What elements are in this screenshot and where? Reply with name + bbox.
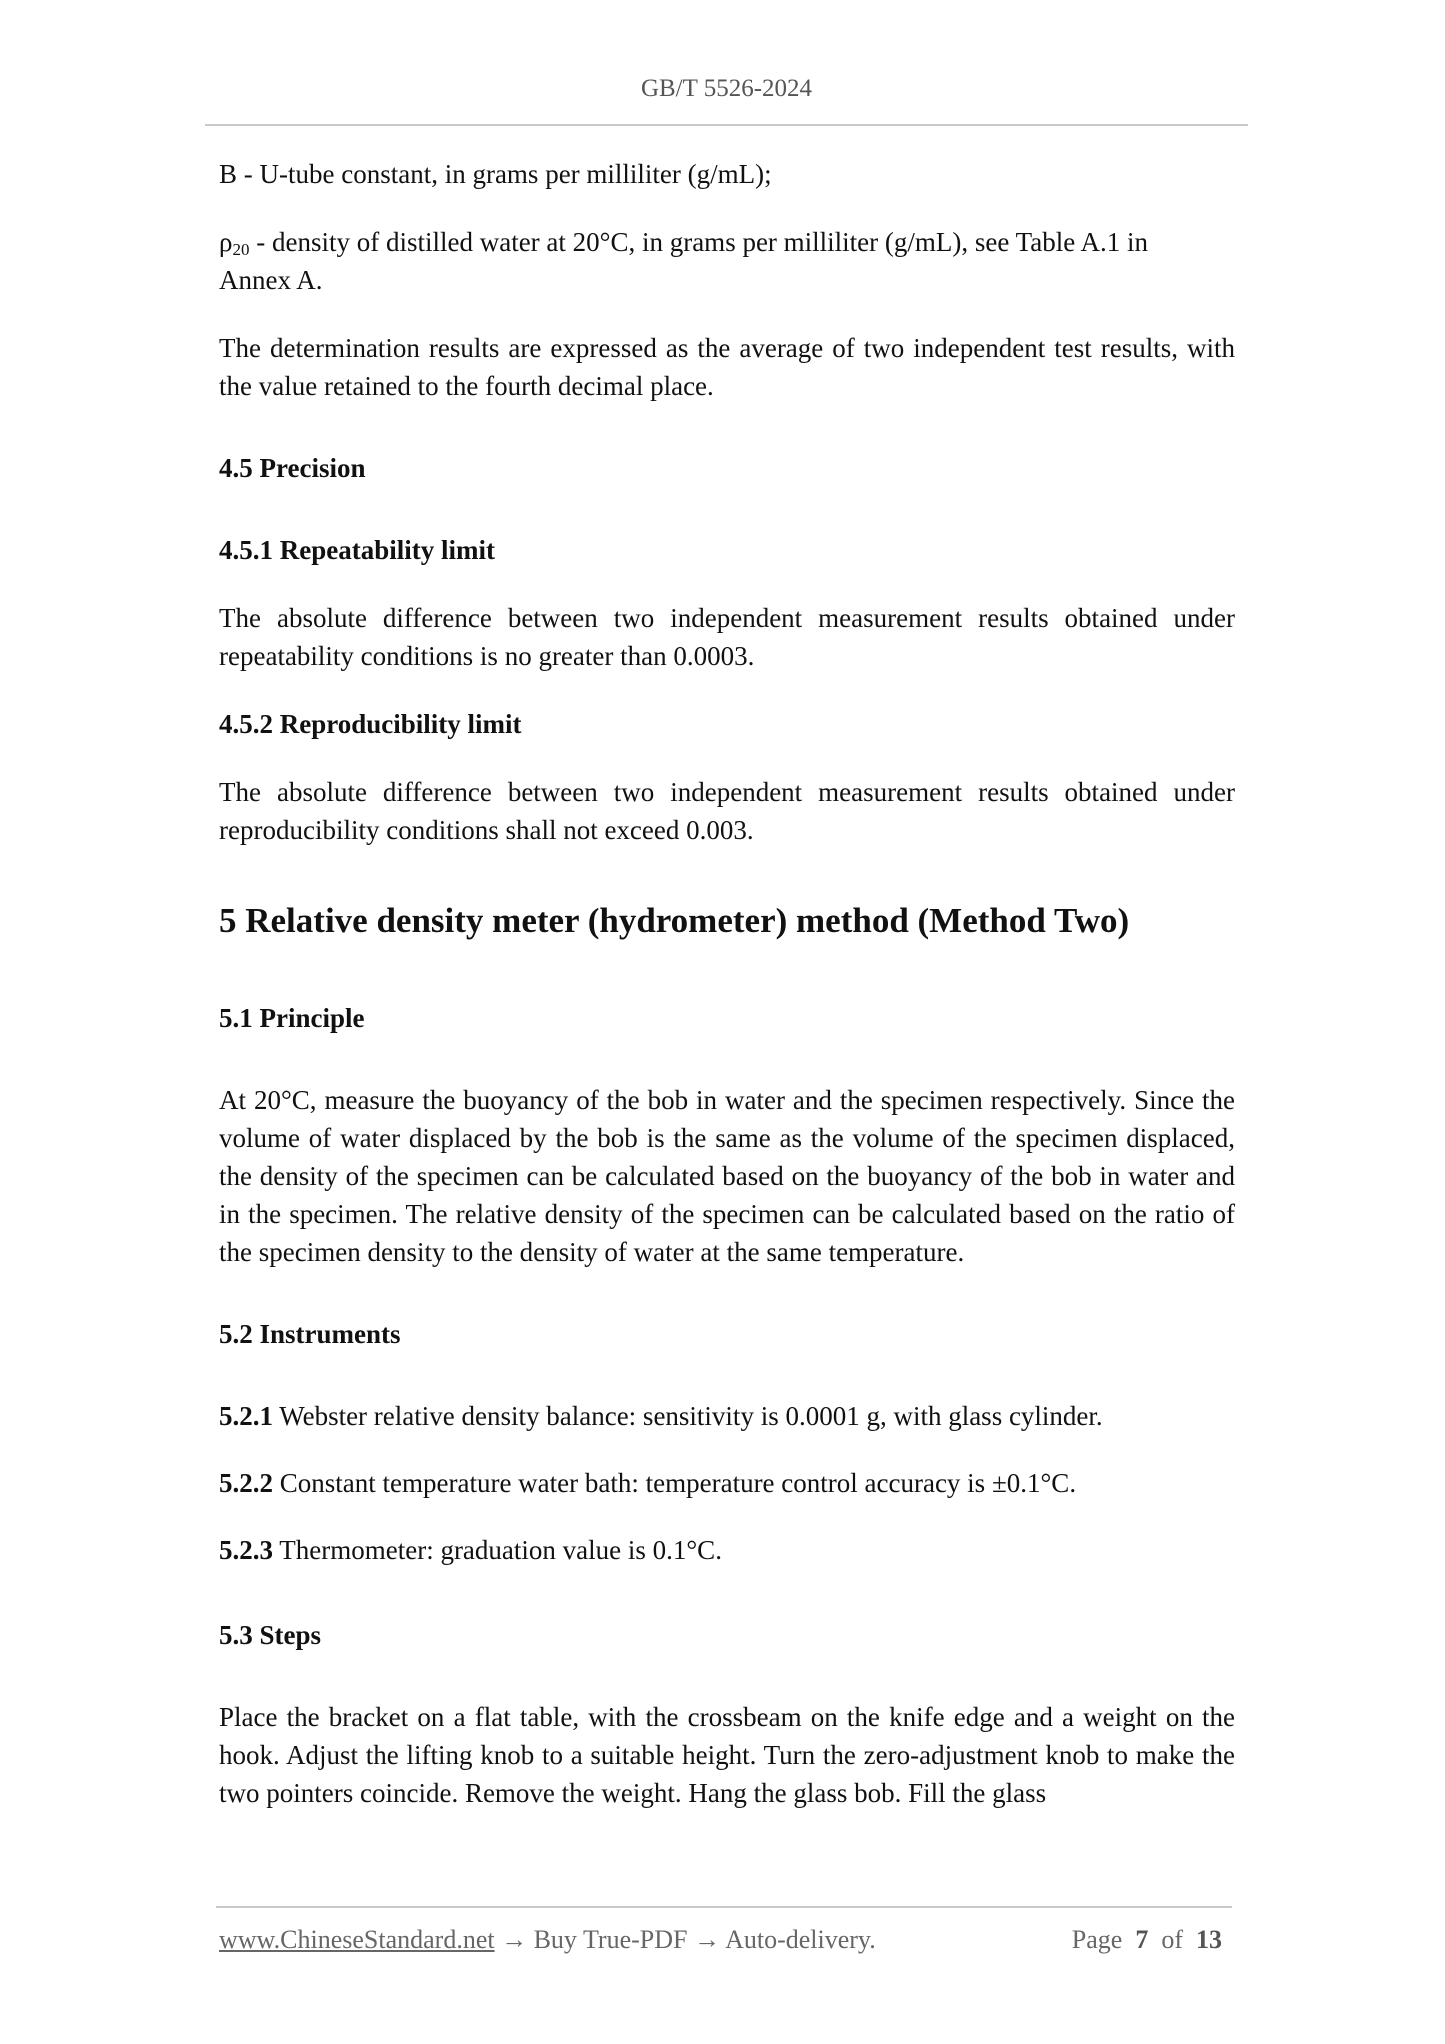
result-paragraph: The determination results are expressed as the average of two independent test results, with the value retained to the fourth decimal place. (219, 333, 1235, 401)
item-5-2-1 (219, 1397, 1235, 1435)
page-footer (219, 1924, 1235, 1956)
page-header (205, 0, 1248, 126)
item-5-2-1-number: 5.2.1 (219, 1401, 273, 1431)
paragraph-4-5-1: The absolute difference between two independent measurement results obtained under repeatability conditions is no greater than 0.0003. (219, 603, 1235, 671)
item-5-2-2-number: 5.2.2 (219, 1468, 273, 1498)
heading-5-2: 5.2 Instruments (219, 1319, 401, 1349)
rho-symbol: ρ (219, 227, 233, 257)
rho-definition-line2: Annex A. (219, 265, 323, 295)
rho-subscript: 20 (232, 240, 250, 259)
item-5-2-1-text: Webster relative density balance: sensitivity is 0.0001 g, with glass cylinder. (273, 1401, 1103, 1431)
website-link[interactable]: www.ChineseStandard.net (219, 1925, 495, 1954)
rho-definition-line1: - density of distilled water at 20°C, in grams per milliliter (g/mL), see Table A.1 in (249, 227, 1148, 257)
paragraph-5-1: At 20°C, measure the buoyancy of the bob in water and the specimen respectively. Since the volume of water displaced by the bob is the same as the volume of the specimen displaced, the density of the specimen can be calculated based on the buoyancy of the bob in water and in the specimen. The relative density of the specimen can be calculated based on the ratio of the specimen density to the density of water at the same temperature. (219, 1085, 1235, 1267)
arrow-right-icon: → (687, 1925, 726, 1954)
document-code: GB/T 5526-2024 (640, 75, 813, 102)
heading-4-5-2: 4.5.2 Reproducibility limit (219, 709, 522, 739)
heading-5-1: 5.1 Principle (219, 1003, 365, 1033)
item-5-2-3-text: Thermometer: graduation value is 0.1°C. (273, 1535, 722, 1565)
page-total: 13 (1196, 1925, 1222, 1954)
page-number (1072, 1924, 1222, 1956)
item-5-2-2-text: Constant temperature water bath: temperature control accuracy is ±0.1°C. (273, 1468, 1077, 1498)
page-label: Page (1071, 1925, 1123, 1954)
buy-true-pdf-text: Buy True-PDF (533, 1925, 688, 1954)
auto-delivery-text: Auto-delivery. (725, 1925, 876, 1954)
paragraph-4-5-2: The absolute difference between two independent measurement results obtained under reproducibility conditions shall not exceed 0.003. (219, 777, 1235, 845)
footer-divider (216, 1906, 1232, 1908)
arrow-right-icon: → (494, 1925, 534, 1954)
definition-b: B - U-tube constant, in grams per milliliter (g/mL); (219, 159, 772, 189)
heading-4-5: 4.5 Precision (219, 453, 366, 483)
item-5-2-3-number: 5.2.3 (219, 1535, 273, 1565)
page-current: 7 (1135, 1925, 1149, 1954)
heading-5-3: 5.3 Steps (219, 1620, 322, 1650)
heading-5: 5 Relative density meter (hydrometer) method (Method Two) (219, 901, 1130, 940)
item-5-2-3 (219, 1531, 1235, 1569)
heading-4-5-1: 4.5.1 Repeatability limit (219, 535, 495, 565)
item-5-2-2 (219, 1464, 1235, 1502)
definition-rho20 (219, 223, 1235, 299)
page-content (219, 155, 1235, 1812)
paragraph-5-3: Place the bracket on a flat table, with the crossbeam on the knife edge and a weight on the hook. Adjust the lifting knob to a suitable height. Turn the zero-adjustment knob to make the two pointers coincide. Remove the weight. Hang the glass bob. Fill the glass (219, 1702, 1235, 1808)
page-of-label: of (1161, 1925, 1183, 1954)
